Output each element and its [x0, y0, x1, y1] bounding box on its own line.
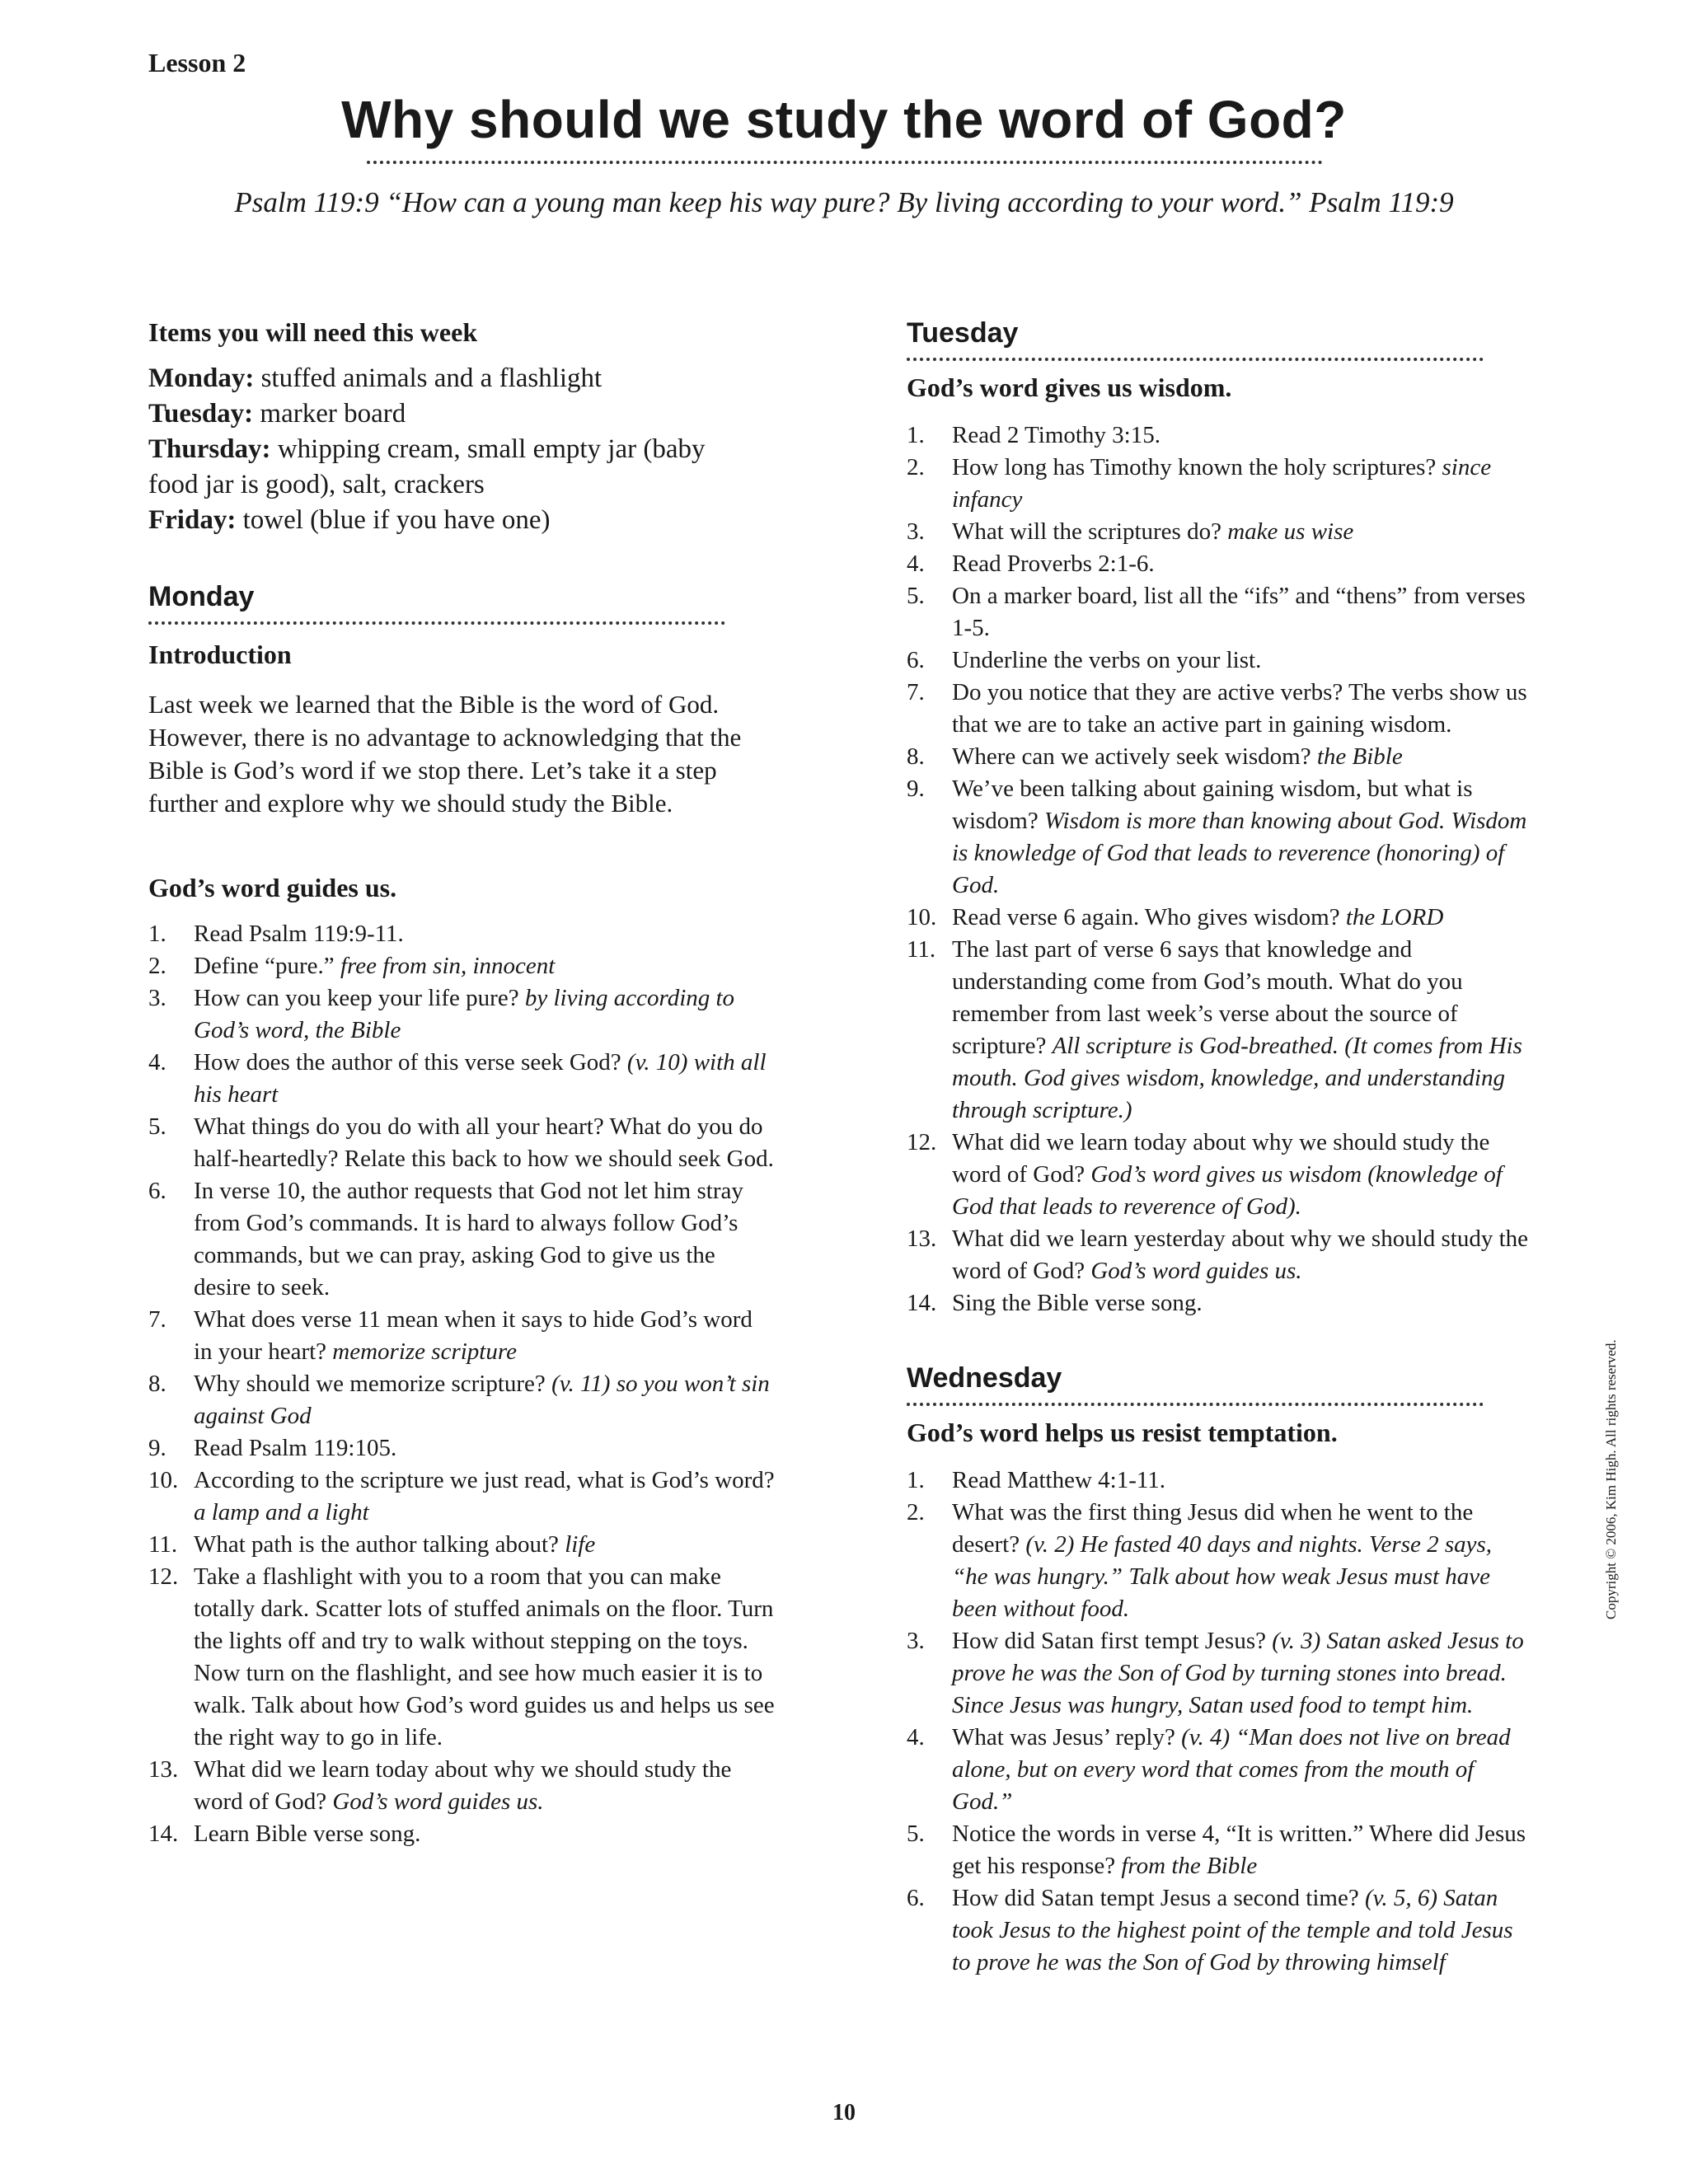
- step-item: [907, 419, 1533, 452]
- step-question: How can you keep your life pure?: [194, 985, 525, 1011]
- items-list-item: [148, 432, 742, 503]
- step-question: On a marker board, list all the “ifs” and “thens” from verses 1-5.: [952, 583, 1526, 641]
- step-text: [194, 1047, 775, 1111]
- step-item: [907, 1465, 1533, 1497]
- step-number: 7.: [907, 679, 925, 705]
- step-text: [952, 516, 1533, 548]
- step-number: 7.: [148, 1306, 166, 1333]
- step-number: 11.: [907, 936, 936, 963]
- step-text: [952, 902, 1533, 934]
- step-number: 10.: [148, 1467, 179, 1493]
- step-number: 14.: [148, 1821, 179, 1847]
- step-text: [952, 934, 1533, 1127]
- monday-subheading: God’s word guides us.: [148, 873, 397, 902]
- item-text: marker board: [253, 399, 406, 429]
- step-question: What did we learn yesterday about why we should study the word of God?: [952, 1226, 1529, 1284]
- step-number: 13.: [907, 1226, 937, 1252]
- items-list-item: [148, 361, 775, 396]
- tuesday-subheading: God’s word gives us wisdom.: [907, 373, 1232, 402]
- step-question: What was the first thing Jesus did when he went to the desert?: [952, 1499, 1474, 1558]
- step-text: [952, 452, 1533, 516]
- memory-verse: Psalm 119:9 “How can a young man keep his way pure? By living according to your word.” Psalm 119:9: [234, 186, 1454, 218]
- items-list-item: [148, 396, 775, 432]
- step-number: 11.: [148, 1531, 178, 1558]
- step-number: 12.: [148, 1563, 179, 1590]
- step-answer: Wisdom is more than knowing about God. Wisdom is knowledge of God that leads to reverence (honoring) of God.: [952, 808, 1527, 898]
- step-answer: free from sin, innocent: [340, 953, 556, 979]
- step-question: What will the scriptures do?: [952, 518, 1228, 545]
- step-question: Take a flashlight with you to a room that you can make totally dark. Scatter lots of stuffed animals on the floor. Turn the lights off and try to walk without stepping on the toys. Now turn on the flashlight, and see how much easier it is to walk. Talk about how God’s word guides us and helps us see the right way to go in life.: [194, 1563, 775, 1750]
- item-text: stuffed animals and a flashlight: [254, 363, 603, 393]
- step-question: Read 2 Timothy 3:15.: [952, 422, 1160, 448]
- step-question: What path is the author talking about?: [194, 1531, 565, 1558]
- item-day: Tuesday:: [148, 399, 254, 429]
- step-item: [148, 1047, 775, 1111]
- page-title: Why should we study the word of God?: [341, 90, 1347, 149]
- step-item: [148, 1432, 775, 1465]
- step-number: 12.: [907, 1129, 937, 1155]
- page-number: 10: [832, 2100, 856, 2125]
- step-text: [952, 580, 1533, 644]
- step-item: [907, 1722, 1533, 1818]
- step-question: Define “pure.”: [194, 953, 340, 979]
- step-text: [952, 1465, 1533, 1497]
- step-item: [907, 548, 1533, 580]
- step-number: 4.: [148, 1049, 166, 1076]
- step-question: Do you notice that they are active verbs? The verbs show us that we are to take an active part in gaining wisdom.: [952, 679, 1527, 738]
- step-question: What did we learn today about why we should study the word of God?: [194, 1756, 732, 1815]
- step-question: Learn Bible verse song.: [194, 1821, 421, 1847]
- step-answer: from the Bible: [1121, 1853, 1258, 1879]
- step-item: [907, 516, 1533, 548]
- step-number: 3.: [148, 985, 166, 1011]
- step-answer: (v. 10) with all his heart: [194, 1049, 767, 1108]
- wednesday-steps: [907, 1465, 1533, 1979]
- step-text: [952, 1882, 1533, 1979]
- items-list-item: [148, 503, 775, 538]
- step-text: [194, 1529, 775, 1561]
- step-item: [907, 1882, 1533, 1979]
- step-number: 1.: [907, 422, 925, 448]
- wednesday-subheading: God’s word helps us resist temptation.: [907, 1418, 1338, 1447]
- left-column: [148, 317, 775, 1850]
- step-number: 8.: [907, 743, 925, 770]
- step-number: 4.: [907, 1724, 925, 1750]
- step-question: What does verse 11 mean when it says to hide God’s word in your heart?: [194, 1306, 753, 1365]
- step-question: How does the author of this verse seek God?: [194, 1049, 627, 1076]
- step-answer: (v. 4) “Man does not live on bread alone, but on every word that comes from the mouth of God.”: [952, 1724, 1511, 1815]
- item-text: whipping cream, small empty jar (baby food jar is good), salt, crackers: [148, 434, 706, 499]
- step-question: We’ve been talking about gaining wisdom, but what is wisdom?: [952, 776, 1473, 834]
- step-answer: since infancy: [952, 454, 1492, 513]
- step-number: 2.: [907, 1499, 925, 1526]
- step-question: Notice the words in verse 4, “It is written.” Where did Jesus get his response?: [952, 1821, 1526, 1879]
- step-number: 3.: [907, 1628, 925, 1654]
- step-item: [907, 1625, 1533, 1722]
- step-question: Why should we memorize scripture?: [194, 1371, 552, 1397]
- step-text: [952, 1818, 1533, 1882]
- step-text: [952, 773, 1533, 902]
- step-item: [907, 1497, 1533, 1625]
- step-text: [952, 677, 1533, 741]
- step-item: [907, 902, 1533, 934]
- step-text: [194, 1304, 775, 1368]
- step-number: 9.: [148, 1435, 166, 1461]
- wednesday-heading: Wednesday: [907, 1362, 1062, 1394]
- step-number: 1.: [907, 1467, 925, 1493]
- step-text: [194, 1175, 775, 1304]
- step-question: In verse 10, the author requests that God not let him stray from God’s commands. It is hard to always follow God’s commands, but we can pray, asking God to give us the desire to seek.: [194, 1178, 743, 1301]
- step-question: Read Matthew 4:1-11.: [952, 1467, 1166, 1493]
- step-item: [148, 1529, 775, 1561]
- lesson-label: Lesson 2: [148, 48, 246, 77]
- step-text: [194, 918, 775, 950]
- step-question: Read Psalm 119:9-11.: [194, 921, 404, 947]
- step-question: Read verse 6 again. Who gives wisdom?: [952, 904, 1346, 930]
- step-number: 5.: [907, 583, 925, 609]
- item-day: Friday:: [148, 505, 237, 535]
- step-answer: life: [565, 1531, 596, 1558]
- step-text: [194, 982, 775, 1047]
- tuesday-steps: [907, 419, 1533, 1319]
- step-answer: (v. 3) Satan asked Jesus to prove he was the Son of God by turning stones into bread. Since Jesus was hungry, Satan used food to tempt him.: [952, 1628, 1524, 1718]
- step-number: 6.: [907, 647, 925, 673]
- step-number: 13.: [148, 1756, 179, 1783]
- step-text: [194, 1561, 775, 1754]
- step-item: [148, 1304, 775, 1368]
- step-number: 5.: [907, 1821, 925, 1847]
- step-question: What things do you do with all your heart? What do you do half-heartedly? Relate this back to how we should seek God.: [194, 1113, 774, 1172]
- title-divider: [367, 161, 1323, 164]
- step-question: According to the scripture we just read, what is God’s word?: [194, 1467, 775, 1493]
- step-answer: All scripture is God-breathed. (It comes from His mouth. God gives wisdom, knowledge, and understanding through scripture.): [952, 1033, 1522, 1123]
- step-item: [907, 741, 1533, 773]
- step-number: 2.: [148, 953, 166, 979]
- step-text: [194, 950, 775, 982]
- step-item: [907, 1287, 1533, 1319]
- step-item: [907, 1818, 1533, 1882]
- step-item: [148, 1368, 775, 1432]
- step-text: [952, 1625, 1533, 1722]
- step-question: Underline the verbs on your list.: [952, 647, 1262, 673]
- step-item: [907, 934, 1533, 1127]
- step-item: [907, 580, 1533, 644]
- step-item: [148, 1754, 775, 1818]
- step-text: [194, 1368, 775, 1432]
- step-item: [907, 1127, 1533, 1223]
- step-answer: the Bible: [1316, 743, 1403, 770]
- step-question: How did Satan first tempt Jesus?: [952, 1628, 1273, 1654]
- step-item: [148, 918, 775, 950]
- step-text: [952, 741, 1533, 773]
- right-column: [907, 317, 1533, 1979]
- introduction-heading: Introduction: [148, 640, 292, 669]
- step-text: [952, 1287, 1533, 1319]
- step-question: Where can we actively seek wisdom?: [952, 743, 1317, 770]
- step-text: [952, 1497, 1533, 1625]
- monday-heading: Monday: [148, 581, 255, 612]
- monday-steps: [148, 918, 775, 1850]
- step-number: 10.: [907, 904, 937, 930]
- step-answer: memorize scripture: [332, 1338, 517, 1365]
- step-answer: by living according to God’s word, the Bible: [194, 985, 735, 1043]
- step-question: Read Psalm 119:105.: [194, 1435, 397, 1461]
- step-item: [148, 950, 775, 982]
- step-item: [148, 982, 775, 1047]
- step-answer: the LORD: [1345, 904, 1444, 930]
- step-question: What did we learn today about why we should study the word of God?: [952, 1129, 1490, 1188]
- item-day: Thursday:: [148, 434, 271, 464]
- step-item: [148, 1175, 775, 1304]
- step-number: 14.: [907, 1290, 937, 1316]
- step-number: 6.: [148, 1178, 166, 1204]
- items-list: [148, 361, 775, 538]
- step-item: [907, 1223, 1533, 1287]
- step-item: [907, 677, 1533, 741]
- step-answer: (v. 5, 6) Satan took Jesus to the highest point of the temple and told Jesus to prove he was the Son of God by throwing himself: [952, 1885, 1513, 1975]
- step-question: How did Satan tempt Jesus a second time?: [952, 1885, 1365, 1911]
- step-text: [194, 1818, 775, 1850]
- step-answer: a lamp and a light: [194, 1499, 369, 1526]
- step-text: [194, 1432, 775, 1465]
- introduction-text: Last week we learned that the Bible is the word of God. However, there is no advantage to acknowledging that the Bible is God’s word if we stop there. Let’s take it a step further and explore why we should study the Bible.: [148, 690, 742, 818]
- step-question: How long has Timothy known the holy scriptures?: [952, 454, 1442, 480]
- copyright-notice: Copyright © 2006, Kim High. All rights reserved.: [1603, 1339, 1619, 1619]
- step-answer: (v. 11) so you won’t sin against God: [194, 1371, 770, 1429]
- step-number: 9.: [907, 776, 925, 802]
- step-text: [952, 1223, 1533, 1287]
- step-text: [952, 1127, 1533, 1223]
- step-number: 8.: [148, 1371, 166, 1397]
- step-text: [952, 1722, 1533, 1818]
- step-question: Sing the Bible verse song.: [952, 1290, 1203, 1316]
- step-item: [907, 452, 1533, 516]
- step-number: 3.: [907, 518, 925, 545]
- item-text: towel (blue if you have one): [236, 505, 551, 535]
- step-question: The last part of verse 6 says that knowledge and understanding come from God’s mouth. What do you remember from last week’s verse about the source of scripture?: [952, 936, 1463, 1059]
- step-number: 1.: [148, 921, 166, 947]
- step-answer: (v. 2) He fasted 40 days and nights. Verse 2 says, “he was hungry.” Talk about how weak Jesus must have been without food.: [952, 1531, 1493, 1622]
- step-text: [952, 548, 1533, 580]
- step-number: 2.: [907, 454, 925, 480]
- step-answer: make us wise: [1227, 518, 1354, 545]
- step-item: [148, 1818, 775, 1850]
- tuesday-heading: Tuesday: [907, 317, 1019, 349]
- step-question: Read Proverbs 2:1-6.: [952, 551, 1155, 577]
- step-item: [907, 773, 1533, 902]
- items-heading: Items you will need this week: [148, 317, 478, 347]
- step-number: 5.: [148, 1113, 166, 1140]
- step-item: [907, 644, 1533, 677]
- step-item: [148, 1111, 775, 1175]
- item-day: Monday:: [148, 363, 255, 393]
- step-text: [194, 1111, 775, 1175]
- step-number: 4.: [907, 551, 925, 577]
- step-item: [148, 1561, 775, 1754]
- step-text: [194, 1754, 775, 1818]
- step-text: [952, 644, 1533, 677]
- step-text: [194, 1465, 775, 1529]
- step-answer: God’s word guides us.: [332, 1788, 544, 1815]
- step-question: What was Jesus’ reply?: [952, 1724, 1182, 1750]
- step-item: [148, 1465, 775, 1529]
- step-number: 6.: [907, 1885, 925, 1911]
- step-text: [952, 419, 1533, 452]
- step-answer: God’s word gives us wisdom (knowledge of God that leads to reverence of God).: [952, 1161, 1503, 1220]
- step-answer: God’s word guides us.: [1090, 1258, 1302, 1284]
